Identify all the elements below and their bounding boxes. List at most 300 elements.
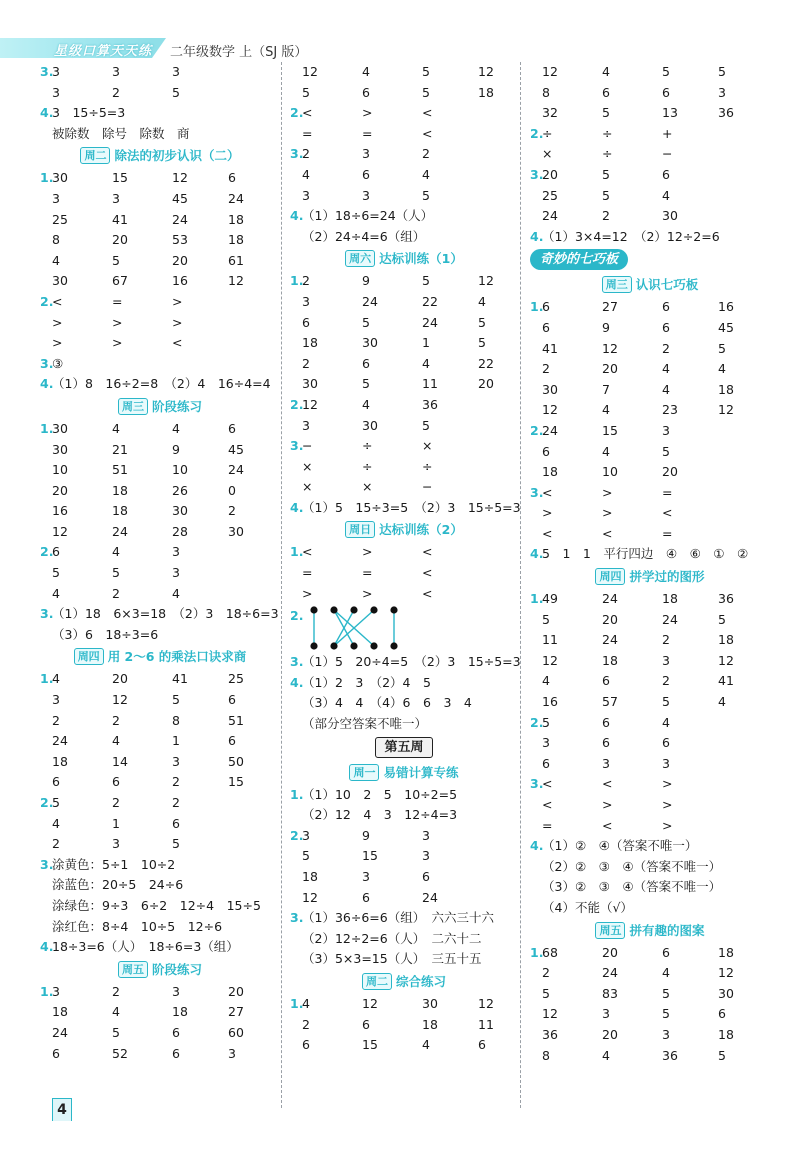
question-number: 1. xyxy=(290,995,304,1011)
answer-row xyxy=(530,442,770,463)
answer-row xyxy=(40,501,280,522)
answer-cell: 4 xyxy=(52,671,60,687)
answer-cell: 3 xyxy=(228,1045,236,1061)
answer-cell: − xyxy=(422,479,433,495)
question-number: 2. xyxy=(290,105,304,121)
answer-cell: 5 xyxy=(602,187,610,203)
answer-text: （1）18 6×3=18 （2）3 18÷6=3 xyxy=(52,606,279,622)
answer-row xyxy=(40,313,280,334)
answer-cell: 20 xyxy=(112,232,128,248)
answer-cell: 2 xyxy=(302,146,310,162)
answer-row xyxy=(530,186,770,207)
answer-text: （2）12 4 3 12÷4=3 xyxy=(302,807,458,823)
answer-cell: 6 xyxy=(478,1037,486,1053)
question-number: 2. xyxy=(40,544,54,560)
answer-cell: 6 xyxy=(662,299,670,315)
answer-cell: > xyxy=(52,314,63,330)
answer-cell: 5 xyxy=(362,314,370,330)
answer-row xyxy=(40,292,280,313)
question-number: 1. xyxy=(290,786,304,802)
question-number: 3. xyxy=(290,146,304,162)
answer-cell: 12 xyxy=(112,692,128,708)
answer-row xyxy=(530,692,770,713)
answer-text: 被除数 除号 除数 商 xyxy=(52,125,190,141)
answer-row xyxy=(530,1004,770,1025)
rows xyxy=(40,982,280,1064)
rows xyxy=(530,589,770,919)
answer-row xyxy=(40,875,280,896)
answer-row xyxy=(40,210,280,231)
answer-cell: < xyxy=(302,544,313,560)
answer-cell: > xyxy=(542,505,553,521)
section-heading xyxy=(40,144,280,168)
answer-cell: 18 xyxy=(228,232,244,248)
answer-cell: 14 xyxy=(112,753,128,769)
answer-cell: ÷ xyxy=(602,125,613,141)
answer-cell: 4 xyxy=(662,381,670,397)
answer-cell: 30 xyxy=(52,420,68,436)
answer-cell: 24 xyxy=(602,965,618,981)
answer-cell: 3 xyxy=(112,64,120,79)
answer-cell: 13 xyxy=(662,105,678,121)
answer-cell: 5 xyxy=(478,335,486,351)
answer-cell: 20 xyxy=(228,983,244,999)
answer-cell: 3 xyxy=(172,983,180,999)
answer-cell: 2 xyxy=(662,632,670,648)
answer-cell: 3 xyxy=(302,827,310,843)
answer-row xyxy=(530,380,770,401)
answer-cell: 20 xyxy=(172,252,188,268)
answer-cell: 53 xyxy=(172,232,188,248)
answer-row xyxy=(40,563,280,584)
question-number: 3. xyxy=(290,910,304,926)
answer-cell: 12 xyxy=(542,1006,558,1022)
answer-cell: = xyxy=(112,293,123,309)
section-heading xyxy=(530,565,770,589)
answer-row xyxy=(290,908,518,929)
answer-cell: 3 xyxy=(52,692,60,708)
answer-row xyxy=(530,984,770,1005)
answer-cell: 24 xyxy=(52,1024,68,1040)
answer-cell: 9 xyxy=(362,273,370,289)
answer-cell: 18 xyxy=(112,482,128,498)
answer-cell: 2 xyxy=(172,774,180,790)
answer-row xyxy=(530,877,770,898)
answer-cell: = xyxy=(662,525,673,541)
answer-cell: 4 xyxy=(662,714,670,730)
answer-row xyxy=(40,103,280,124)
answer-cell: 3 xyxy=(302,293,310,309)
answer-cell: ÷ xyxy=(362,458,373,474)
answer-row xyxy=(290,652,521,673)
answer-text: （1）5 20÷4=5 （2）3 15÷5=3 xyxy=(302,654,521,670)
rows xyxy=(290,271,521,518)
answer-cell: 16 xyxy=(718,299,734,315)
answer-row xyxy=(40,584,280,605)
answer-cell: > xyxy=(662,817,673,833)
dot-matching-diagram xyxy=(290,604,518,652)
answer-row xyxy=(290,888,518,909)
answer-row xyxy=(530,610,770,631)
answer-row xyxy=(290,949,518,970)
answer-cell: 5 xyxy=(172,836,180,852)
answer-cell: 20 xyxy=(52,482,68,498)
question-number: 2. xyxy=(290,827,304,843)
answer-cell: 2 xyxy=(602,208,610,224)
answer-cell: > xyxy=(602,505,613,521)
answer-row xyxy=(530,206,770,227)
answer-cell: 36 xyxy=(718,105,734,121)
answer-cell: 28 xyxy=(172,523,188,539)
answer-cell: 5 xyxy=(662,985,670,1001)
answer-cell: 4 xyxy=(662,187,670,203)
week-title: 第五周 xyxy=(375,737,432,758)
answer-row xyxy=(40,917,280,938)
answer-cell: 6 xyxy=(52,544,60,560)
answer-cell: < xyxy=(662,505,673,521)
answer-cell: 45 xyxy=(228,441,244,457)
answer-cell: 25 xyxy=(52,211,68,227)
answer-cell: 24 xyxy=(542,422,558,438)
answer-cell: 3 xyxy=(718,84,726,100)
answer-cell: 5 xyxy=(478,314,486,330)
answer-cell: 20 xyxy=(602,944,618,960)
dot xyxy=(330,643,337,650)
dot xyxy=(350,607,357,614)
answer-text: （1）2 3 （2）4 5 xyxy=(302,674,431,690)
answer-cell: 6 xyxy=(718,1006,726,1022)
answer-cell: 6 xyxy=(362,889,370,905)
answer-cell: 12 xyxy=(718,965,734,981)
answer-row xyxy=(290,186,518,207)
answer-cell: 12 xyxy=(542,402,558,418)
answer-cell: < xyxy=(302,105,313,121)
answer-cell: 18 xyxy=(718,1026,734,1042)
answer-cell: 5 xyxy=(172,84,180,100)
answer-text: （1）5 15÷3=5 （2）3 15÷5=3 xyxy=(302,499,521,515)
answer-cell: 6 xyxy=(52,1045,60,1061)
answer-row xyxy=(530,774,770,795)
answer-cell: 5 xyxy=(718,340,726,356)
answer-text: （1）3×4=12 （2）12÷2=6 xyxy=(542,228,720,244)
answer-cell: 5 xyxy=(542,985,550,1001)
answer-row xyxy=(40,669,280,690)
answer-cell: 24 xyxy=(172,211,188,227)
question-number: 4. xyxy=(530,228,544,244)
answer-cell: 6 xyxy=(602,735,610,751)
answer-row xyxy=(530,943,770,964)
answer-cell: 18 xyxy=(172,1004,188,1020)
answer-cell: > xyxy=(112,314,123,330)
answer-row xyxy=(290,227,518,248)
rows xyxy=(290,994,518,1056)
answer-cell: 18 xyxy=(52,753,68,769)
answer-cell: 41 xyxy=(718,673,734,689)
answer-cell: 16 xyxy=(172,273,188,289)
answer-row xyxy=(530,103,770,124)
question-number: 2. xyxy=(40,795,54,810)
answer-cell: 3 xyxy=(52,84,60,100)
answer-cell: 5 xyxy=(422,273,430,289)
answer-cell: < xyxy=(422,565,433,581)
day-tag: 周三 xyxy=(118,398,148,415)
answer-cell: 3 xyxy=(362,187,370,203)
column-divider xyxy=(281,62,282,1108)
rows xyxy=(40,419,280,646)
answer-cell: 24 xyxy=(112,523,128,539)
answer-cell: 6 xyxy=(228,420,236,436)
answer-row xyxy=(530,589,770,610)
answer-row xyxy=(290,395,518,416)
answer-cell: 20 xyxy=(478,376,494,392)
answer-cell: 3 xyxy=(542,735,550,751)
answer-cell: 36 xyxy=(422,396,438,412)
answer-cell: 6 xyxy=(542,319,550,335)
answer-cell: 30 xyxy=(52,441,68,457)
answer-cell: 6 xyxy=(542,299,550,315)
answer-row xyxy=(290,929,518,950)
answer-row xyxy=(530,836,770,857)
answer-cell: 18 xyxy=(52,1004,68,1020)
section-heading xyxy=(40,645,280,669)
answer-text: 涂蓝色：20÷5 24÷6 xyxy=(52,877,184,893)
answer-row xyxy=(530,421,770,442)
answer-cell: > xyxy=(172,314,183,330)
answer-cell: × xyxy=(542,146,553,162)
answer-cell: 6 xyxy=(228,170,236,186)
answer-cell: 25 xyxy=(228,671,244,687)
answer-cell: 12 xyxy=(172,170,188,186)
answer-cell: 5 xyxy=(542,714,550,730)
question-number: 1. xyxy=(530,299,544,315)
answer-cell: 2 xyxy=(662,673,670,689)
answer-cell: 18 xyxy=(602,652,618,668)
answer-cell: 5 xyxy=(302,84,310,100)
answer-cell: = xyxy=(362,565,373,581)
answer-row xyxy=(290,714,518,735)
day-tag: 周三 xyxy=(602,276,632,293)
answer-cell: 41 xyxy=(172,671,188,687)
answer-cell: − xyxy=(302,438,313,454)
section-title: 认识七巧板 xyxy=(635,277,699,293)
answer-cell: 11 xyxy=(542,632,558,648)
answer-cell: = xyxy=(362,125,373,141)
answer-cell: 2 xyxy=(112,712,120,728)
unit-title: 奇妙的七巧板 xyxy=(530,249,628,270)
answer-cell: 4 xyxy=(52,585,60,601)
answer-cell: 4 xyxy=(52,815,60,831)
answer-cell: 8 xyxy=(172,712,180,728)
answer-cell: 12 xyxy=(478,273,494,289)
answer-cell: 18 xyxy=(228,211,244,227)
answer-text: 涂红色：8÷4 10÷5 12÷6 xyxy=(52,918,223,934)
answer-cell: 6 xyxy=(662,166,670,182)
answer-cell: 3 xyxy=(52,190,60,206)
answer-row xyxy=(290,354,518,375)
answer-cell: 25 xyxy=(542,187,558,203)
answer-cell: 4 xyxy=(602,1047,610,1063)
answer-cell: 6 xyxy=(172,1024,180,1040)
answer-row xyxy=(40,1023,280,1044)
answer-row xyxy=(290,498,521,519)
answer-row xyxy=(290,563,518,584)
dot xyxy=(310,607,317,614)
question-number: 3. xyxy=(40,856,54,872)
answer-cell: 20 xyxy=(602,361,618,377)
answer-cell: < xyxy=(422,544,433,560)
answer-cell: × xyxy=(422,438,433,454)
answer-cell: ÷ xyxy=(422,458,433,474)
answer-cell: ÷ xyxy=(542,125,553,141)
column-divider xyxy=(520,62,521,1108)
section-heading xyxy=(40,958,280,982)
answer-cell: 18 xyxy=(718,944,734,960)
answer-row xyxy=(530,816,770,837)
answer-cell: 11 xyxy=(478,1016,494,1032)
answer-row xyxy=(40,333,280,354)
answer-cell: 3 xyxy=(112,836,120,852)
section-title: 除法的初步认识（二） xyxy=(114,148,240,164)
answer-column-3 xyxy=(530,62,770,1066)
answer-row xyxy=(40,896,280,917)
dot xyxy=(350,643,357,650)
answer-cell: 15 xyxy=(228,774,244,790)
answer-cell: 4 xyxy=(112,733,120,749)
answer-cell: 22 xyxy=(422,293,438,309)
answer-cell: 9 xyxy=(172,441,180,457)
answer-row xyxy=(530,1025,770,1046)
answer-cell: − xyxy=(662,146,673,162)
question-number: 1. xyxy=(530,944,544,960)
answer-cell: 6 xyxy=(542,443,550,459)
rows xyxy=(290,652,521,734)
rows xyxy=(40,168,280,395)
answer-cell: 8 xyxy=(542,1047,550,1063)
answer-row xyxy=(40,62,280,83)
answer-cell: 68 xyxy=(542,944,558,960)
answer-cell: 3 xyxy=(662,422,670,438)
answer-cell: 36 xyxy=(542,1026,558,1042)
dot-lines-figure xyxy=(308,604,428,652)
answer-cell: 50 xyxy=(228,753,244,769)
answer-cell: 4 xyxy=(112,420,120,436)
dot xyxy=(330,607,337,614)
answer-row xyxy=(40,124,280,145)
answer-row xyxy=(40,855,280,876)
answer-cell: 10 xyxy=(172,462,188,478)
answer-row xyxy=(40,711,280,732)
answer-cell: 30 xyxy=(302,376,318,392)
answer-cell: 4 xyxy=(662,361,670,377)
answer-cell: 12 xyxy=(478,995,494,1011)
rows xyxy=(290,62,518,247)
answer-cell: < xyxy=(52,293,63,309)
question-number: 4. xyxy=(40,105,54,121)
answer-cell: 12 xyxy=(302,889,318,905)
question-number: 4. xyxy=(40,939,54,955)
question-number: 3. xyxy=(530,166,544,182)
answer-cell: > xyxy=(602,484,613,500)
answer-row xyxy=(530,651,770,672)
answer-text: （1）8 16÷2=8 （2）4 16÷4=4 xyxy=(52,376,271,392)
answer-cell: 15 xyxy=(362,848,378,864)
section-heading xyxy=(530,919,770,943)
answer-text: （2）② ③ ④（答案不唯一） xyxy=(542,858,722,874)
rows xyxy=(290,542,518,604)
section-heading xyxy=(530,273,770,297)
answer-cell: > xyxy=(112,335,123,351)
answer-row xyxy=(40,460,280,481)
answer-row xyxy=(290,124,518,145)
answer-cell: = xyxy=(542,817,553,833)
answer-cell: 5 xyxy=(302,848,310,864)
answer-cell: 6 xyxy=(422,869,430,884)
answer-cell: 2 xyxy=(302,273,310,289)
answer-row xyxy=(290,313,518,334)
question-number: 4. xyxy=(530,838,544,854)
answer-row xyxy=(40,793,280,814)
answer-cell: 4 xyxy=(112,1004,120,1020)
answer-cell: 6 xyxy=(602,84,610,100)
answer-cell: 3 xyxy=(302,417,310,433)
question-number: 2. xyxy=(40,293,54,309)
answer-cell: 12 xyxy=(602,340,618,356)
answer-cell: 15 xyxy=(362,1037,378,1053)
answer-cell: 6 xyxy=(662,944,670,960)
answer-cell: 27 xyxy=(228,1004,244,1020)
answer-text: （1）18÷6=24（人） xyxy=(302,208,434,224)
question-number: 3. xyxy=(40,355,54,371)
answer-cell: 24 xyxy=(422,889,438,905)
question-number: 1. xyxy=(40,420,54,436)
answer-cell: 18 xyxy=(718,632,734,648)
section-title: 拼有趣的图案 xyxy=(629,922,705,938)
answer-cell: 2 xyxy=(662,340,670,356)
answer-cell: < xyxy=(422,585,433,601)
answer-cell: 30 xyxy=(362,335,378,351)
answer-cell: 3 xyxy=(172,64,180,79)
answer-cell: 12 xyxy=(362,995,378,1011)
answer-text: （1）② ④（答案不唯一） xyxy=(542,838,698,854)
day-tag: 周一 xyxy=(349,764,379,781)
answer-row xyxy=(530,359,770,380)
question-number: 3. xyxy=(530,776,544,792)
answer-cell: 30 xyxy=(542,381,558,397)
answer-cell: 15 xyxy=(602,422,618,438)
answer-cell: 4 xyxy=(52,252,60,268)
question-number: 3. xyxy=(40,606,54,622)
answer-text: （1）10 2 5 10÷2=5 xyxy=(302,786,458,802)
answer-cell: > xyxy=(302,585,313,601)
answer-row xyxy=(530,713,770,734)
answer-text: （3）6 18÷3=6 xyxy=(52,626,159,642)
dot xyxy=(370,643,377,650)
answer-cell: 18 xyxy=(662,591,678,607)
question-number: 4. xyxy=(290,499,304,515)
answer-cell: < xyxy=(542,525,553,541)
answer-cell: 5 xyxy=(52,565,60,581)
answer-cell: 2 xyxy=(112,84,120,100)
answer-cell: ÷ xyxy=(362,438,373,454)
answer-cell: + xyxy=(662,125,673,141)
answer-cell: 16 xyxy=(52,503,68,519)
answer-cell: × xyxy=(302,479,313,495)
answer-cell: 5 xyxy=(112,252,120,268)
answer-cell: < xyxy=(542,797,553,812)
answer-cell: 5 xyxy=(422,84,430,100)
answer-cell: 8 xyxy=(52,232,60,248)
answer-row xyxy=(290,62,518,83)
